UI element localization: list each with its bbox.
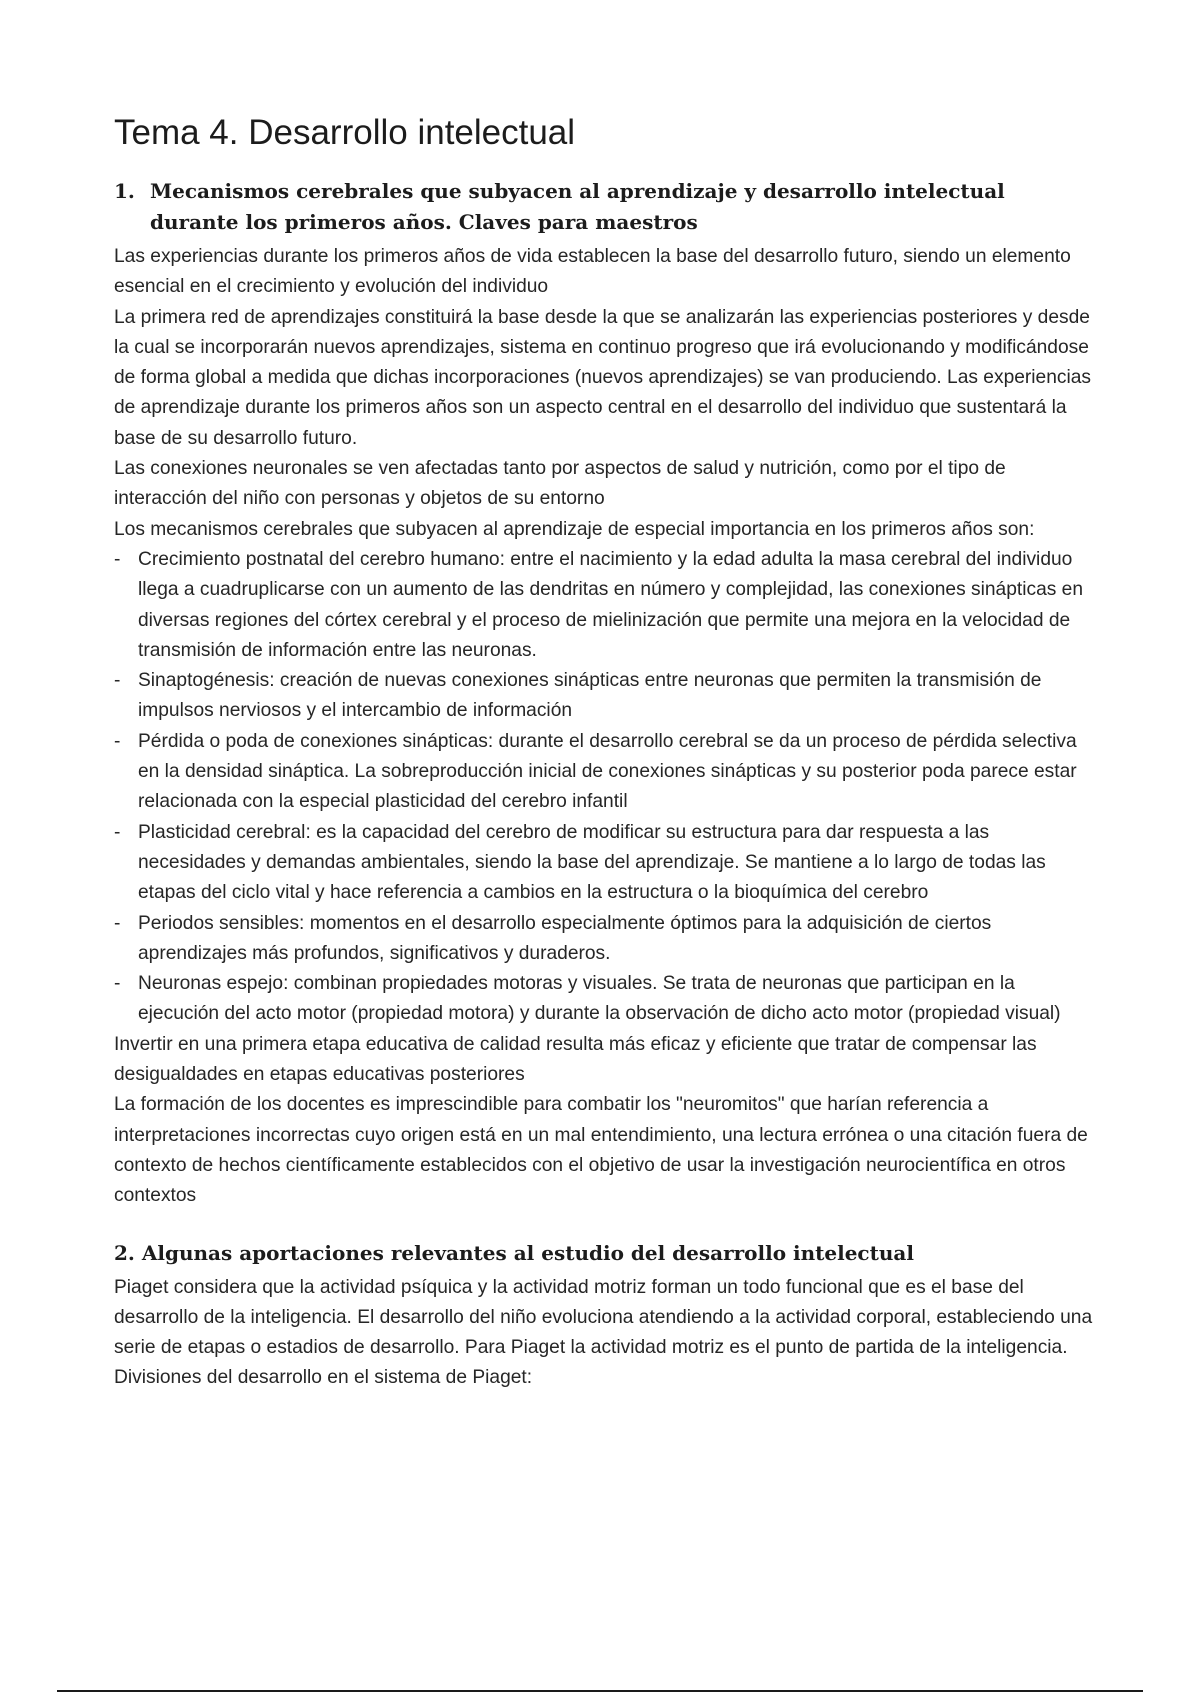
section-1-heading xyxy=(114,176,1094,238)
dash-bullet: - xyxy=(114,973,121,995)
paragraph: Las conexiones neuronales se ven afectadas tanto por aspectos de salud y nutrición, como por el tipo de interacción del niño con personas y objetos de su entorno xyxy=(114,458,1006,510)
list-item xyxy=(114,666,1094,727)
paragraph: Piaget considera que la actividad psíquica y la actividad motriz forman un todo funcional que es el base del desarrollo de la inteligencia. El desarrollo del niño evoluciona atendiendo a la actividad corporal, estableciendo una serie de etapas o estadios de desarrollo. Para Piaget la actividad motriz es el punto de partida de la inteligencia. Divisiones del desarrollo en el sistema de Piaget: xyxy=(114,1276,1093,1389)
list-item xyxy=(114,727,1094,818)
paragraph: Los mecanismos cerebrales que subyacen al aprendizaje de especial importancia en los primeros años son: xyxy=(114,518,1035,540)
list-item xyxy=(114,545,1094,666)
section-spacer xyxy=(114,1212,1094,1238)
section-2-heading: 2. Algunas aportaciones relevantes al estudio del desarrollo intelectual xyxy=(114,1240,914,1265)
dash-bullet: - xyxy=(114,912,121,934)
paragraph: Las experiencias durante los primeros años de vida establecen la base del desarrollo futuro, siendo un elemento esencial en el crecimiento y evolución del individuo xyxy=(114,246,1071,298)
section-1-heading-text: Mecanismos cerebrales que subyacen al aprendizaje y desarrollo intelectual durante los primeros años. Claves para maestros xyxy=(150,179,1005,234)
footer-divider xyxy=(57,1690,1143,1692)
list-item xyxy=(114,909,1094,970)
dash-bullet: - xyxy=(114,548,121,570)
dash-bullet: - xyxy=(114,821,121,843)
list-item-text: Plasticidad cerebral: es la capacidad del cerebro de modificar su estructura para dar respuesta a las necesidades y demandas ambientales, siendo la base del aprendizaje. Se mantiene a lo largo de todas las etapas del ciclo vital y hace referencia a cambios en la estructura o la bioquímica del cerebro xyxy=(138,821,1046,904)
list-item-text: Sinaptogénesis: creación de nuevas conexiones sinápticas entre neuronas que permiten la transmisión de impulsos nerviosos y el intercambio de información xyxy=(138,670,1042,722)
list-item xyxy=(114,818,1094,909)
paragraph: La primera red de aprendizajes constituirá la base desde la que se analizarán las experiencias posteriores y desde la cual se incorporarán nuevos aprendizajes, sistema en continuo progreso que irá evolucionando y modificándose de forma global a medida que dichas incorporaciones (nuevos aprendizajes) se van produciendo. Las experiencias de aprendizaje durante los primeros años son un aspecto central en el desarrollo del individuo que sustentará la base de su desarrollo futuro. xyxy=(114,306,1092,449)
brain-mechanisms-list xyxy=(114,545,1094,1030)
dash-bullet: - xyxy=(114,670,121,692)
list-item-text: Pérdida o poda de conexiones sinápticas: durante el desarrollo cerebral se da un proceso de pérdida selectiva en la densidad sináptica. La sobreproducción inicial de conexiones sinápticas y su posterior poda parece estar relacionada con la especial plasticidad del cerebro infantil xyxy=(138,730,1077,813)
section-1-number: 1. xyxy=(114,179,135,203)
paragraph: Invertir en una primera etapa educativa de calidad resulta más eficaz y eficiente que tratar de compensar las desigualdades en etapas educativas posteriores xyxy=(114,1033,1037,1086)
dash-bullet: - xyxy=(114,730,121,752)
list-item-text: Crecimiento postnatal del cerebro humano: entre el nacimiento y la edad adulta la masa cerebral del individuo llega a cuadruplicarse con un aumento de las dendritas en número y complejidad, las conexiones sinápticas en diversas regiones del córtex cerebral y el proceso de mielinización que permite una mejora en la velocidad de transmisión de información entre las neuronas. xyxy=(138,548,1084,661)
paragraph: La formación de los docentes es imprescindible para combatir los "neuromitos" que harían referencia a interpretaciones incorrectas cuyo origen está en un mal entendimiento, una lectura errónea o una citación fuera de contexto de hechos científicamente establecidos con el objetivo de usar la investigación neurocientífica en otros contextos xyxy=(114,1094,1088,1207)
list-item xyxy=(114,969,1094,1030)
document-title: Tema 4. Desarrollo intelectual xyxy=(114,113,576,152)
document-page xyxy=(114,112,1094,1394)
list-item-text: Periodos sensibles: momentos en el desarrollo especialmente óptimos para la adquisición de ciertos aprendizajes más profundos, significativos y duraderos. xyxy=(138,912,992,964)
list-item-text: Neuronas espejo: combinan propiedades motoras y visuales. Se trata de neuronas que participan en la ejecución del acto motor (propiedad motora) y durante la observación de dicho acto motor (propiedad visual) xyxy=(138,973,1061,1025)
